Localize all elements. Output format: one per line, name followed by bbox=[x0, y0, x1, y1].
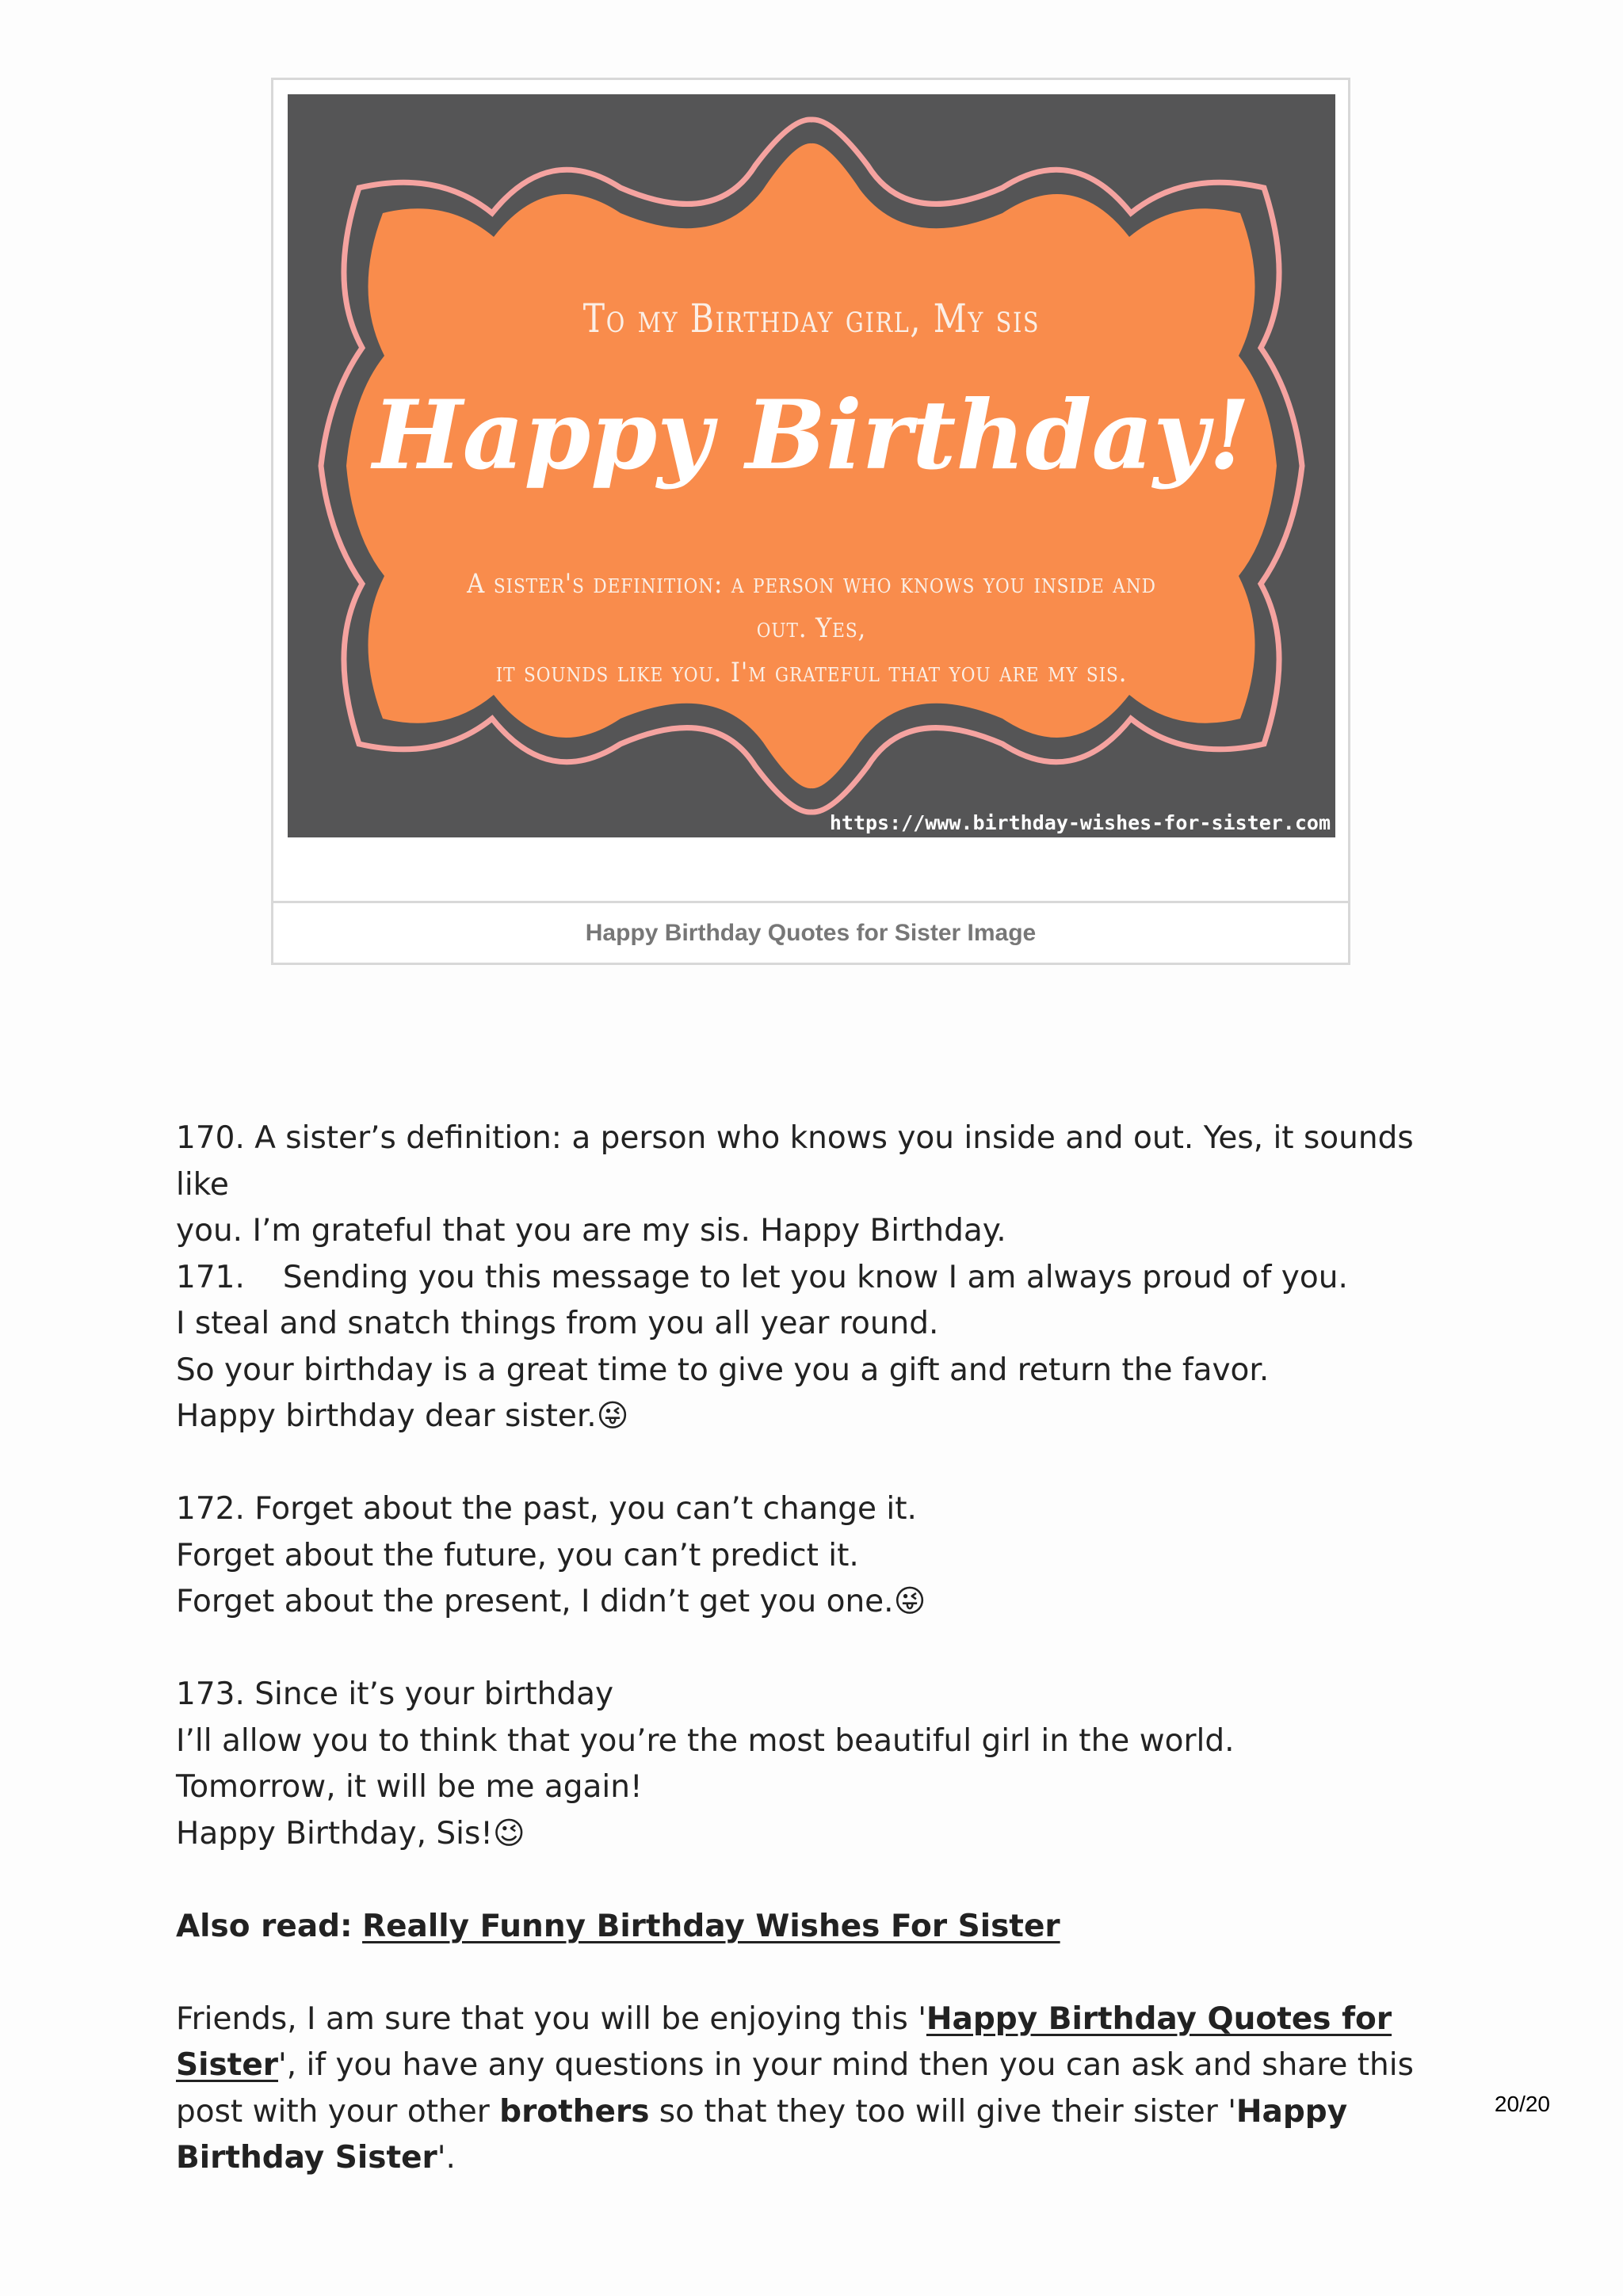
also-read-link[interactable]: Really Funny Birthday Wishes For Sister bbox=[362, 1908, 1060, 1944]
spacer bbox=[176, 1857, 1460, 1904]
quote-170-line-2: you. I’m grateful that you are my sis. Happy Birthday. bbox=[176, 1213, 1006, 1249]
quote-173-line-1: 173. Since it’s your birthday bbox=[176, 1676, 614, 1712]
figure bbox=[271, 78, 1350, 965]
card-watermark-url: https://www.birthday-wishes-for-sister.com bbox=[829, 811, 1331, 834]
page-number: 20/20 bbox=[1494, 2092, 1550, 2116]
quote-173-line-4: Happy Birthday, Sis!😉 bbox=[176, 1815, 525, 1852]
card-body-text bbox=[454, 562, 1169, 695]
card-greeting-line: To my Birthday girl, My sis bbox=[582, 296, 1041, 341]
quote-171-line-2: I steal and snatch things from you all year round. bbox=[176, 1306, 939, 1341]
quote-171-line-3: So your birthday is a great time to give you a gift and return the favor. bbox=[176, 1352, 1270, 1388]
quote-171-line-4: Happy birthday dear sister.😜 bbox=[176, 1398, 629, 1434]
quote-172-line-2: Forget about the future, you can’t predict it. bbox=[176, 1537, 859, 1573]
quote-172-line-3: Forget about the present, I didn’t get you one.😜 bbox=[176, 1584, 926, 1619]
quote-171-text: Sending you this message to let you know I am always proud of you. bbox=[282, 1259, 1348, 1295]
quote-173-line-3: Tomorrow, it will be me again! bbox=[176, 1769, 643, 1805]
card-body-line-1: A sister's definition: a person who knows you inside and out. Yes, bbox=[467, 568, 1156, 644]
brothers-bold: brothers bbox=[499, 2093, 650, 2130]
quote-170-line-1: 170. A sister’s definition: a person who knows you inside and out. Yes, it sounds like bbox=[176, 1120, 1414, 1203]
happy-birthday-quotes-link[interactable]: Happy Birthday Quotes for Sister bbox=[176, 2000, 1392, 2083]
spacer bbox=[176, 1626, 1460, 1672]
quote-172-line-1: 172. Forget about the past, you can’t change it. bbox=[176, 1491, 917, 1527]
also-read-label: Also read: bbox=[176, 1908, 353, 1944]
happy-birthday-sister-bold: Happy Birthday Sister bbox=[176, 2093, 1348, 2176]
spacer bbox=[176, 1440, 1460, 1487]
card-body-line-2: it sounds like you. I'm grateful that you are my sis. bbox=[495, 657, 1128, 688]
closing-paragraph: Friends, I am sure that you will be enjoying this 'Happy Birthday Quotes for Sister', if you have any questions in your mind then you can ask and share this post with your other brothers so that they too will give their sister 'Happy Birthday Sister'. bbox=[176, 2000, 1414, 2176]
quote-171-number: 171. bbox=[176, 1259, 245, 1295]
also-read bbox=[176, 1904, 1460, 1951]
quote-173-line-2: I’ll allow you to think that you’re the most beautiful girl in the world. bbox=[176, 1722, 1235, 1759]
card-title: Happy Birthday! bbox=[372, 379, 1251, 491]
quote-171-line-1 bbox=[176, 1255, 1460, 1302]
spacer bbox=[176, 1950, 1460, 1997]
birthday-card-image bbox=[288, 94, 1335, 837]
figure-caption: Happy Birthday Quotes for Sister Image bbox=[273, 901, 1348, 963]
article-content bbox=[176, 1116, 1460, 2182]
